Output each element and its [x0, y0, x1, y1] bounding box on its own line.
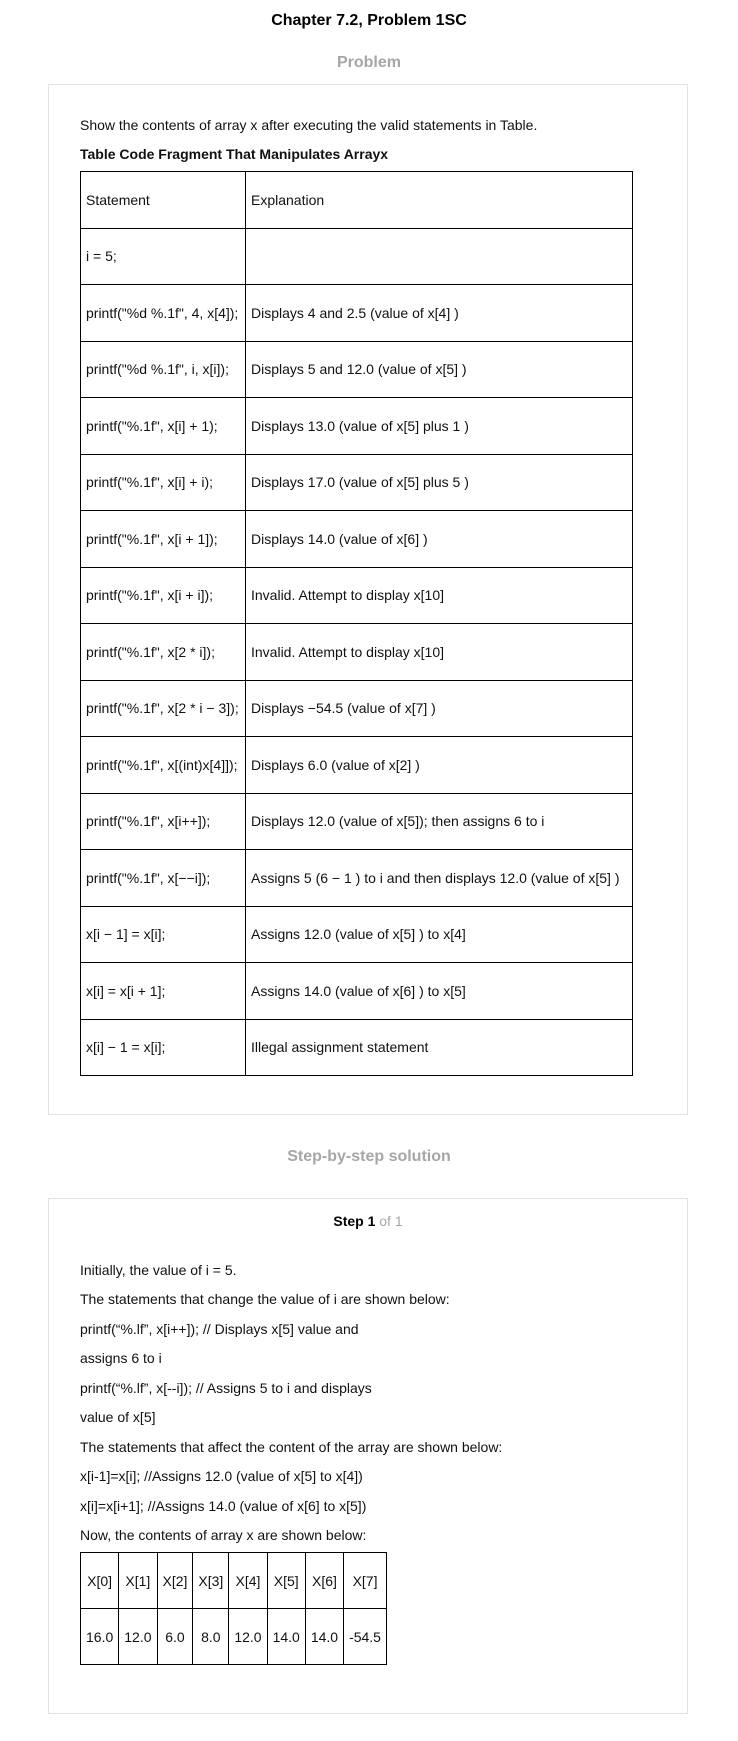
step-count: of 1 [379, 1213, 403, 1229]
table-row [81, 906, 633, 963]
array-index-cell: X[2] [157, 1553, 193, 1609]
array-value-row [81, 1609, 387, 1665]
table-row [81, 680, 633, 737]
solution-line: The statements that affect the content of the array are shown below: [80, 1439, 503, 1455]
explanation-cell: Displays 6.0 (value of x[2] ) [246, 737, 633, 794]
array-index-cell: X[5] [267, 1553, 305, 1609]
statement-cell: x[i − 1] = x[i]; [81, 906, 246, 963]
table-row [81, 398, 633, 455]
table-row [81, 850, 633, 907]
table-row [81, 737, 633, 794]
table-row [81, 285, 633, 342]
table-row [81, 963, 633, 1020]
page-title: Chapter 7.2, Problem 1SC [271, 12, 467, 29]
array-value-cell: -54.5 [344, 1609, 387, 1665]
array-value-cell: 12.0 [229, 1609, 267, 1665]
step-label: Step 1 [333, 1213, 376, 1229]
statement-cell: printf("%.1f", x[2 * i − 3]); [81, 680, 246, 737]
solution-card [48, 1198, 688, 1714]
statement-cell: printf("%.1f", x[2 * i]); [81, 624, 246, 681]
array-index-cell: X[1] [119, 1553, 157, 1609]
table-row [81, 341, 633, 398]
array-header-row [81, 1553, 387, 1609]
explanation-cell: Invalid. Attempt to display x[10] [246, 624, 633, 681]
array-value-cell: 8.0 [193, 1609, 229, 1665]
solution-line: The statements that change the value of i are shown below: [80, 1291, 450, 1307]
statement-cell: printf("%.1f", x[(int)x[4]]); [81, 737, 246, 794]
array-value-cell: 14.0 [305, 1609, 343, 1665]
explanation-cell: Displays 5 and 12.0 (value of x[5] ) [246, 341, 633, 398]
array-value-cell: 14.0 [267, 1609, 305, 1665]
array-index-cell: X[7] [344, 1553, 387, 1609]
solution-line: printf(“%.lf”, x[--i]); // Assigns 5 to i and displays [80, 1380, 372, 1396]
solution-heading: Step-by-step solution [287, 1148, 451, 1165]
problem-heading: Problem [336, 54, 401, 71]
table-header-row [81, 172, 633, 229]
statement-cell: printf("%.1f", x[i++]); [81, 793, 246, 850]
array-index-cell: X[6] [305, 1553, 343, 1609]
statement-cell: printf("%.1f", x[i + 1]); [81, 511, 246, 568]
solution-line: x[i-1]=x[i]; //Assigns 12.0 (value of x[5] to x[4]) [80, 1468, 363, 1484]
table-row [81, 793, 633, 850]
table-caption: Table Code Fragment That Manipulates Arrayx [80, 146, 389, 162]
statement-cell: printf("%.1f", x[i + i]); [81, 567, 246, 624]
solution-line: Now, the contents of array x are shown below: [80, 1527, 367, 1543]
array-index-cell: X[3] [193, 1553, 229, 1609]
statement-cell: printf("%d %.1f", i, x[i]); [81, 341, 246, 398]
statement-cell: printf("%.1f", x[i] + 1); [81, 398, 246, 455]
array-value-cell: 12.0 [119, 1609, 157, 1665]
problem-statement: Show the contents of array x after executing the valid statements in Table. [80, 117, 538, 133]
explanation-cell: Displays 4 and 2.5 (value of x[4] ) [246, 285, 633, 342]
array-value-cell: 6.0 [157, 1609, 193, 1665]
code-fragment-table [80, 171, 633, 1076]
solution-line: assigns 6 to i [80, 1350, 162, 1366]
table-header-statement: Statement [81, 172, 246, 229]
array-value-cell: 16.0 [81, 1609, 119, 1665]
explanation-cell: Displays 17.0 (value of x[5] plus 5 ) [246, 454, 633, 511]
statement-cell: printf("%d %.1f", 4, x[4]); [81, 285, 246, 342]
statement-cell: x[i] = x[i + 1]; [81, 963, 246, 1020]
explanation-cell: Assigns 14.0 (value of x[6] ) to x[5] [246, 963, 633, 1020]
table-row [81, 624, 633, 681]
explanation-cell: Displays 12.0 (value of x[5]); then assigns 6 to i [246, 793, 633, 850]
explanation-cell: Displays −54.5 (value of x[7] ) [246, 680, 633, 737]
explanation-cell: Displays 14.0 (value of x[6] ) [246, 511, 633, 568]
solution-line: Initially, the value of i = 5. [80, 1262, 237, 1278]
statement-cell: x[i] − 1 = x[i]; [81, 1019, 246, 1076]
explanation-cell: Assigns 5 (6 − 1 ) to i and then displays 12.0 (value of x[5] ) [246, 850, 633, 907]
solution-line: printf(“%.lf”, x[i++]); // Displays x[5] value and [80, 1321, 359, 1337]
table-row [81, 511, 633, 568]
solution-line: x[i]=x[i+1]; //Assigns 14.0 (value of x[6] to x[5]) [80, 1498, 367, 1514]
table-header-explanation: Explanation [246, 172, 633, 229]
array-contents-table [80, 1552, 387, 1665]
explanation-cell: Invalid. Attempt to display x[10] [246, 567, 633, 624]
statement-cell: printf("%.1f", x[i] + i); [81, 454, 246, 511]
table-row [81, 228, 633, 285]
statement-cell: printf("%.1f", x[−−i]); [81, 850, 246, 907]
solution-line: value of x[5] [80, 1409, 156, 1425]
explanation-cell [246, 228, 633, 285]
table-row [81, 567, 633, 624]
array-index-cell: X[0] [81, 1553, 119, 1609]
explanation-cell: Illegal assignment statement [246, 1019, 633, 1076]
explanation-cell: Displays 13.0 (value of x[5] plus 1 ) [246, 398, 633, 455]
explanation-cell: Assigns 12.0 (value of x[5] ) to x[4] [246, 906, 633, 963]
table-row [81, 1019, 633, 1076]
statement-cell: i = 5; [81, 228, 246, 285]
problem-card [48, 84, 688, 1115]
step-header [49, 1213, 687, 1229]
table-row [81, 454, 633, 511]
array-index-cell: X[4] [229, 1553, 267, 1609]
